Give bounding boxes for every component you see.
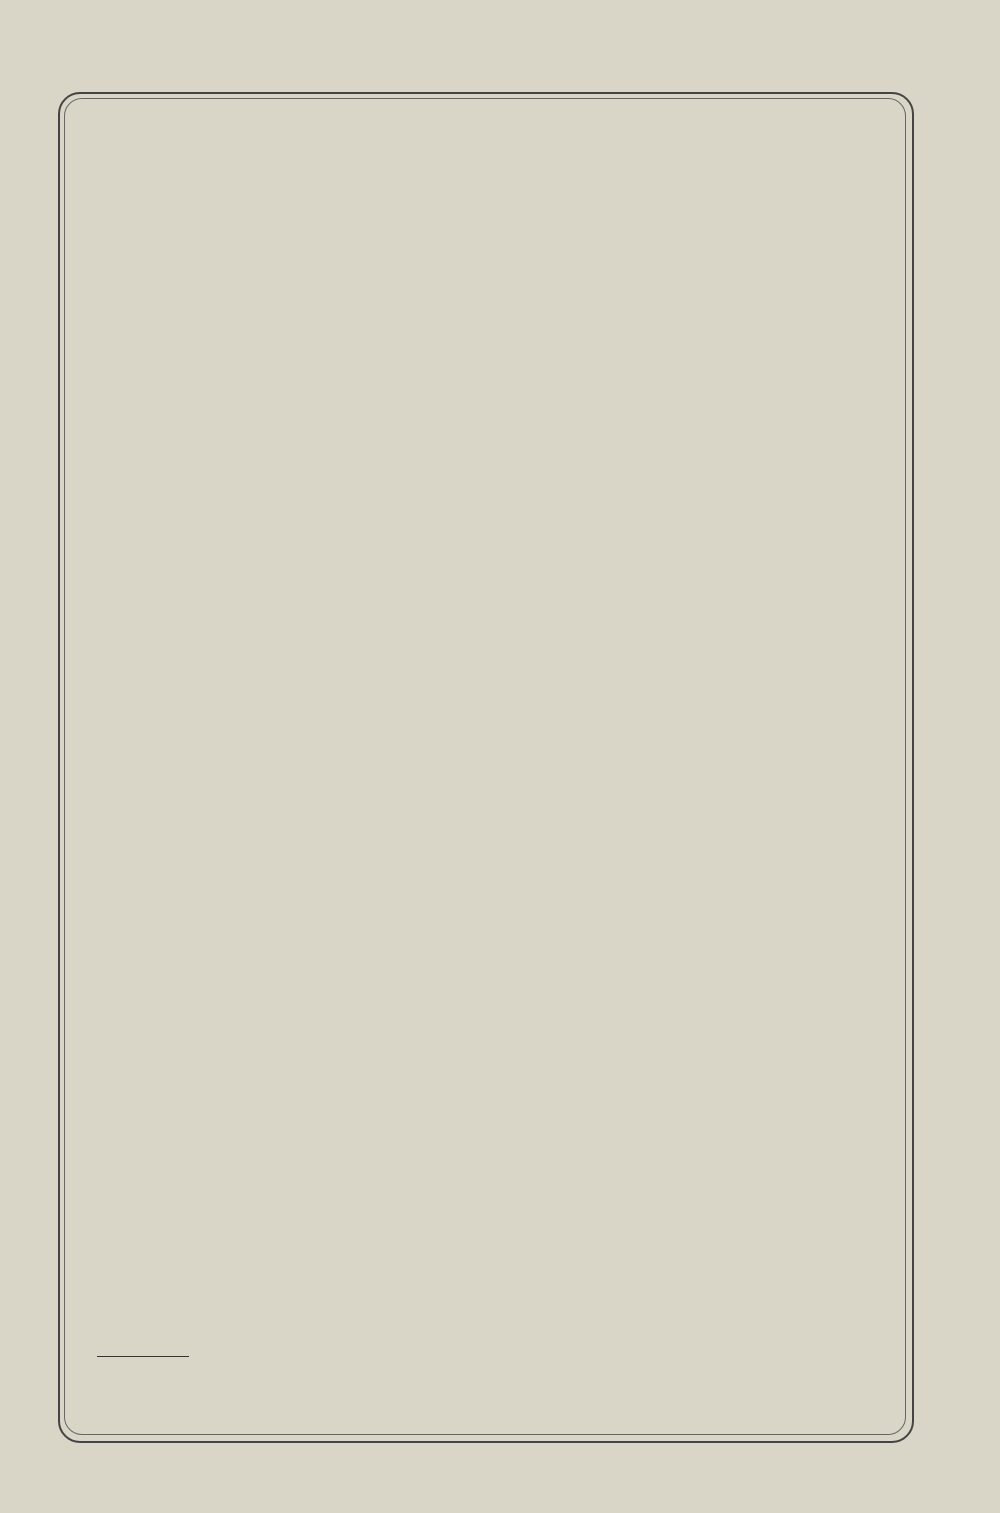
music-staff bbox=[100, 512, 874, 560]
music-staff bbox=[100, 1108, 874, 1156]
music-staff bbox=[100, 640, 874, 688]
music-staff bbox=[100, 1010, 874, 1058]
music-staff bbox=[100, 190, 874, 238]
music-staff bbox=[100, 292, 874, 340]
footnote-rule bbox=[97, 1356, 189, 1357]
